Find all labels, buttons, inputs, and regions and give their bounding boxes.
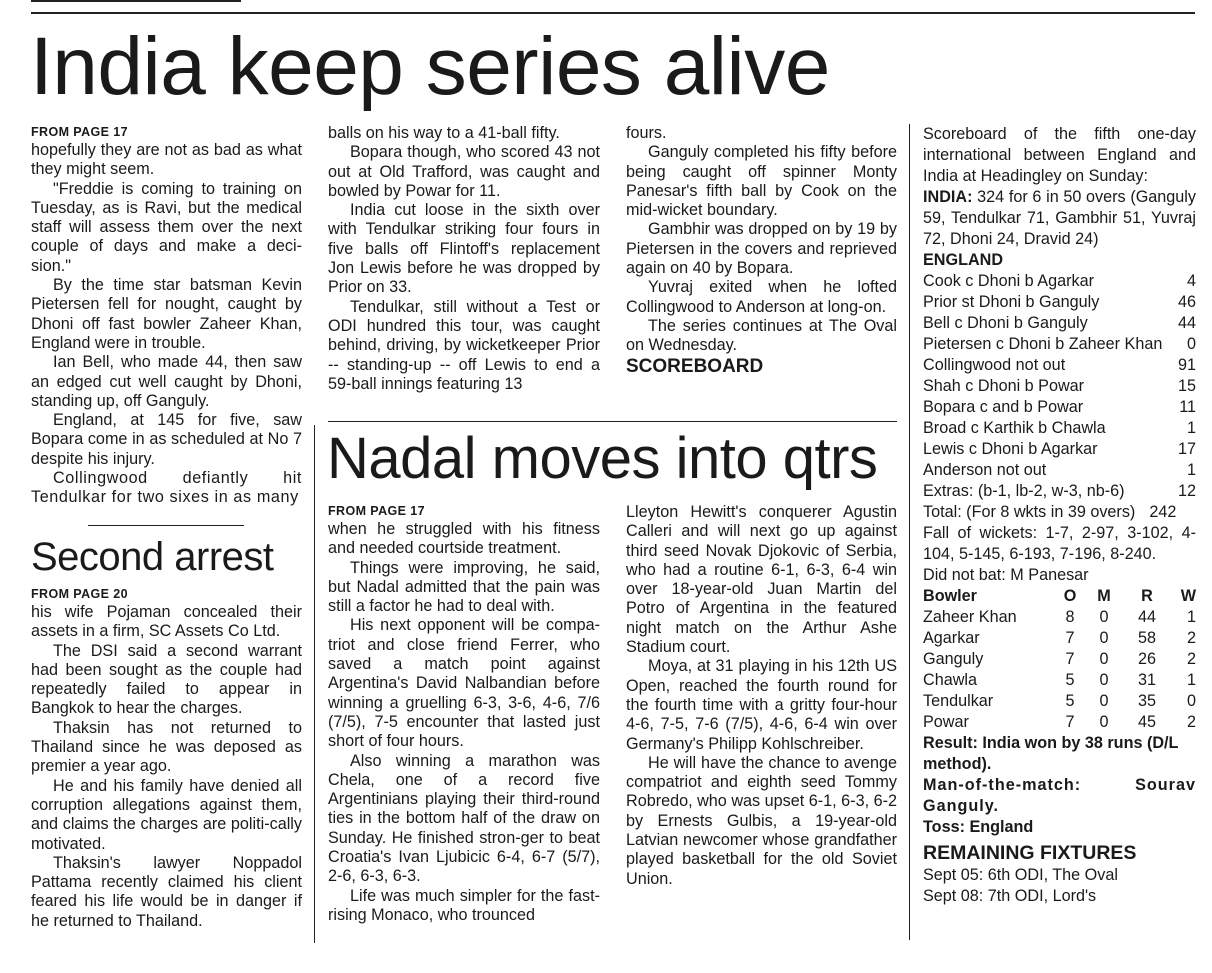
top-rule [31, 12, 1195, 14]
bowling-header-cell: W [1180, 587, 1196, 605]
batting-row [923, 376, 1196, 397]
batting-row [923, 292, 1196, 313]
batsman-name: Collingwood not out [923, 356, 1066, 374]
nadal-col2-p1: Moya, at 31 playing in his 12th US Open, reached the fourth round for the fourth time with a gritty four-hour 4-6, 7-5, 7-6 (7/5), 4-6, 6-4 win over Germany's Philipp Kohlschreiber. [626, 657, 897, 753]
main-col3-p0: fours. [626, 124, 667, 142]
batsman-runs: 1 [1186, 461, 1196, 479]
scoreboard-panel [923, 124, 1196, 907]
main-col3-p3: Yuvraj exited when he lofted Collingwood to Anderson at long-on. [626, 278, 897, 316]
nadal-story-col2 [626, 503, 897, 889]
bowler-name: Chawla [923, 671, 977, 689]
nadal-headline: Nadal moves into qtrs [327, 426, 878, 491]
batsman-runs: 1 [1186, 419, 1196, 437]
batsman-name: Bopara c and b Powar [923, 398, 1084, 416]
bowling-header-row [923, 586, 1196, 607]
batsman-name: Cook c Dhoni b Agarkar [923, 272, 1094, 290]
bowling-cell: 35 [1137, 692, 1156, 710]
bowling-cell: 0 [1099, 650, 1109, 668]
batting-row [923, 334, 1196, 355]
nadal-top-rule [328, 421, 897, 422]
arrest-p1: The DSI said a second warrant had been sought as the couple had repeatedly failed to appear in Bangkok to hear the charges. [31, 641, 302, 718]
bowler-name: Ganguly [923, 650, 984, 668]
bowling-cell: 44 [1137, 608, 1156, 626]
bowling-cell: 0 [1099, 608, 1109, 626]
bowling-row [923, 649, 1196, 670]
bowling-cell: 26 [1137, 650, 1156, 668]
nadal-col1-p3: Also winning a marathon was Chela, one of a record five Argentinians playing their third-round ties in the bottom half of the draw on Sunday. He finished stron-ger to beat Croatia's Ivan Ljubicic 6-4, 6-7 (5/7), 2-6, 6-3, 6-3. [328, 751, 600, 886]
batsman-runs: 44 [1177, 314, 1196, 332]
main-story-col2 [328, 124, 600, 394]
bowling-cell: 7 [1065, 629, 1075, 647]
batting-row [923, 355, 1196, 376]
extras-label: Extras: (b-1, lb-2, w-3, nb-6) [923, 482, 1125, 500]
nadal-col2-p2: He will have the chance to avenge compatriot and eighth seed Tommy Robredo, who was upset 6-1, 6-3, 6-2 by Ernests Gulbis, a 19-year-old Latvian newcomer whose grandfather played basketball for the old Soviet Union. [626, 753, 897, 888]
batting-row [923, 313, 1196, 334]
batsman-name: Bell c Dhoni b Ganguly [923, 314, 1088, 332]
batting-row [923, 460, 1196, 481]
india-innings [923, 187, 1196, 250]
india-score: 324 for 6 in 50 overs (Ganguly 59, Tendulkar 71, Gambhir 51, Yuvraj 72, Dhoni 24, Dravid 24) [923, 188, 1196, 248]
bowler-name: Tendulkar [923, 692, 994, 710]
bowling-row [923, 691, 1196, 712]
bowling-cell: 2 [1186, 650, 1196, 668]
main-story-col3 [626, 124, 897, 378]
nadal-col1-p1: Things were improving, he said, but Nadal admitted that the pain was still a factor he had to deal with. [328, 558, 600, 616]
bowling-cell: 58 [1137, 629, 1156, 647]
total-runs: 242 [1149, 503, 1177, 521]
main-col3-p1: Ganguly completed his fifty before being caught off spinner Monty Panesar's fifth ball by Cook on the mid-wicket boundary. [626, 143, 897, 220]
bowler-name: Agarkar [923, 629, 980, 647]
main-col2-p3: Tendulkar, still without a Test or ODI hundred this tour, was caught behind, driving, by wicketkeeper Prior -- standing-up -- off Lewis to end a 59-ball innings featuring 13 [328, 297, 600, 393]
batsman-name: Anderson not out [923, 461, 1047, 479]
nadal-story-col1 [328, 503, 600, 925]
main-col1-p5: Collingwood defiantly hit Tendulkar for two sixes in as many [31, 469, 302, 507]
bowling-cell: 5 [1065, 692, 1075, 710]
main-col1-p1: "Freddie is coming to training on Tuesday, as is Ravi, but the medical staff will assess them over the next couple of days and make a deci-sion." [31, 179, 302, 275]
bowling-cell: 0 [1099, 713, 1109, 731]
scoreboard-label: SCOREBOARD [626, 355, 764, 377]
arrest-p4: Thaksin's lawyer Noppadol Pattama recently claimed his client feared his life would be in danger if he returned to Thailand. [31, 853, 302, 930]
bowling-row [923, 628, 1196, 649]
england-label: ENGLAND [923, 251, 1004, 269]
batsman-name: Shah c Dhoni b Powar [923, 377, 1085, 395]
match-result: Result: India won by 38 runs (D/L method). [923, 734, 1179, 773]
batting-list [923, 271, 1196, 523]
batting-row [923, 439, 1196, 460]
bowling-cell: 0 [1186, 692, 1196, 710]
batting-row [923, 271, 1196, 292]
bowling-cell: 0 [1099, 671, 1109, 689]
extras-runs: 12 [1177, 482, 1196, 500]
bowling-header-cell: M [1097, 587, 1111, 605]
bowling-header-cell: R [1141, 587, 1153, 605]
bowling-row [923, 607, 1196, 628]
arrest-p2: Thaksin has not returned to Thailand since he was deposed as premier a year ago. [31, 718, 302, 776]
bowling-header-cell: O [1063, 587, 1077, 605]
fixture-item: Sept 08: 7th ODI, Lord's [923, 887, 1097, 905]
arrest-p0: his wife Pojaman concealed their assets in a firm, SC Assets Co Ltd. [31, 603, 302, 641]
bowling-cell: 31 [1137, 671, 1156, 689]
main-headline: India keep series alive [30, 21, 830, 112]
bowling-cell: 8 [1065, 608, 1075, 626]
main-col2-p1: Bopara though, who scored 43 not out at Old Trafford, was caught and bowled by Powar for 11. [328, 143, 600, 200]
arrest-story-body [31, 586, 302, 931]
batsman-runs: 15 [1177, 377, 1196, 395]
bowler-name: Powar [923, 713, 969, 731]
bowling-cell: 45 [1137, 713, 1156, 731]
bowling-cell: 1 [1186, 608, 1196, 626]
main-col3-p4: The series continues at The Oval on Wednesday. [626, 316, 897, 355]
bowling-cell: 0 [1099, 629, 1109, 647]
remaining-fixtures-label: REMAINING FIXTURES [923, 842, 1137, 864]
main-col3-p2: Gambhir was dropped on by 19 by Pietersen in the covers and reprieved again on 40 by Bopara. [626, 220, 897, 278]
batsman-runs: 0 [1186, 335, 1196, 353]
bowling-header-cell: Bowler [923, 587, 977, 605]
scoreboard-intro: Scoreboard of the fifth one-day international between England and India at Headingley on Sunday: [923, 125, 1196, 185]
bowler-name: Zaheer Khan [923, 608, 1017, 626]
batsman-runs: 46 [1177, 293, 1196, 311]
bowling-cell: 7 [1065, 713, 1075, 731]
bowling-cell: 1 [1186, 671, 1196, 689]
bowling-cell: 2 [1186, 629, 1196, 647]
total-row [923, 502, 1196, 523]
main-story-col1 [31, 124, 302, 508]
main-col1-p2: By the time star batsman Kevin Pietersen fell for nought, caught by Dhoni off fast bowler Zaheer Khan, England were in trouble. [31, 276, 302, 352]
bowling-row [923, 670, 1196, 691]
nadal-from-page: FROM PAGE 17 [328, 504, 425, 518]
main-col1-p0: hopefully they are not as bad as what they might seem. [31, 141, 302, 179]
man-of-the-match: Man-of-the-match: Sourav Ganguly. [923, 776, 1196, 815]
nadal-col1-p0: when he struggled with his fitness and needed courtside treatment. [328, 520, 600, 558]
main-from-page: FROM PAGE 17 [31, 125, 128, 139]
batsman-name: Broad c Karthik b Chawla [923, 419, 1106, 437]
batsman-runs: 17 [1177, 440, 1196, 458]
bowling-cell: 2 [1186, 713, 1196, 731]
main-col2-p0: balls on his way to a 41-ball fifty. [328, 124, 560, 142]
batting-row [923, 397, 1196, 418]
main-col1-p3: Ian Bell, who made 44, then saw an edged cut well caught by Dhoni, standing up, off Ganguly. [31, 353, 302, 410]
india-label: INDIA: [923, 188, 973, 206]
nadal-col1-p4: Life was much simpler for the fast-rising Monaco, who trounced [328, 886, 600, 924]
column-rule-right [909, 124, 910, 940]
nadal-col1-p2: His next opponent will be compa-triot and close friend Ferrer, who saved a match point against Argentina's David Nalbandian before winning a gruelling 6-3, 3-6, 4-6, 7/6 (7/5), 7-5 encounter that lasted just short of four hours. [328, 616, 600, 751]
batsman-runs: 11 [1179, 398, 1196, 416]
bowling-row [923, 712, 1196, 733]
batsman-name: Lewis c Dhoni b Agarkar [923, 440, 1098, 458]
main-col2-p2: India cut loose in the sixth over with Tendulkar striking four fours in five balls off Flintoff's replacement Jon Lewis before he was dropped by Prior on 33. [328, 201, 600, 297]
fixture-item: Sept 05: 6th ODI, The Oval [923, 866, 1118, 884]
batsman-runs: 91 [1177, 356, 1196, 374]
batsman-name: Pietersen c Dhoni b Zaheer Khan [923, 335, 1163, 353]
bowling-cell: 0 [1099, 692, 1109, 710]
batsman-name: Prior st Dhoni b Ganguly [923, 293, 1100, 311]
arrest-from-page: FROM PAGE 20 [31, 587, 128, 601]
batting-row [923, 418, 1196, 439]
fall-of-wickets: Fall of wickets: 1-7, 2-97, 3-102, 4-104, 5-145, 6-193, 7-196, 8-240. [923, 524, 1196, 563]
batsman-runs: 4 [1186, 272, 1196, 290]
bowling-table [923, 586, 1196, 733]
bowling-cell: 7 [1065, 650, 1075, 668]
did-not-bat: Did not bat: M Panesar [923, 566, 1089, 584]
bowling-cell: 5 [1065, 671, 1075, 689]
nadal-col2-p0: Lleyton Hewitt's conquerer Agustin Calleri and will next go up against third seed Novak Djokovic of Serbia, who had a routine 6-1, 6-3, 6-4 win over 18-year-old Juan Martin del Potro of Argentina in the featured night match on the Arthur Ashe Stadium court. [626, 503, 897, 657]
total-label: Total: (For 8 wkts in 39 overs) [923, 503, 1136, 521]
top-rule-fragment [31, 0, 241, 2]
section-divider [88, 525, 244, 526]
toss: Toss: England [923, 818, 1034, 836]
extras-row [923, 481, 1196, 502]
column-rule-left [314, 425, 315, 943]
arrest-headline: Second arrest [31, 535, 274, 579]
main-col1-p4: England, at 145 for five, saw Bopara come in as scheduled at No 7 despite his injury. [31, 411, 302, 468]
arrest-p3: He and his family have denied all corruption allegations against them, and claims the charges are politi-cally motivated. [31, 776, 302, 853]
